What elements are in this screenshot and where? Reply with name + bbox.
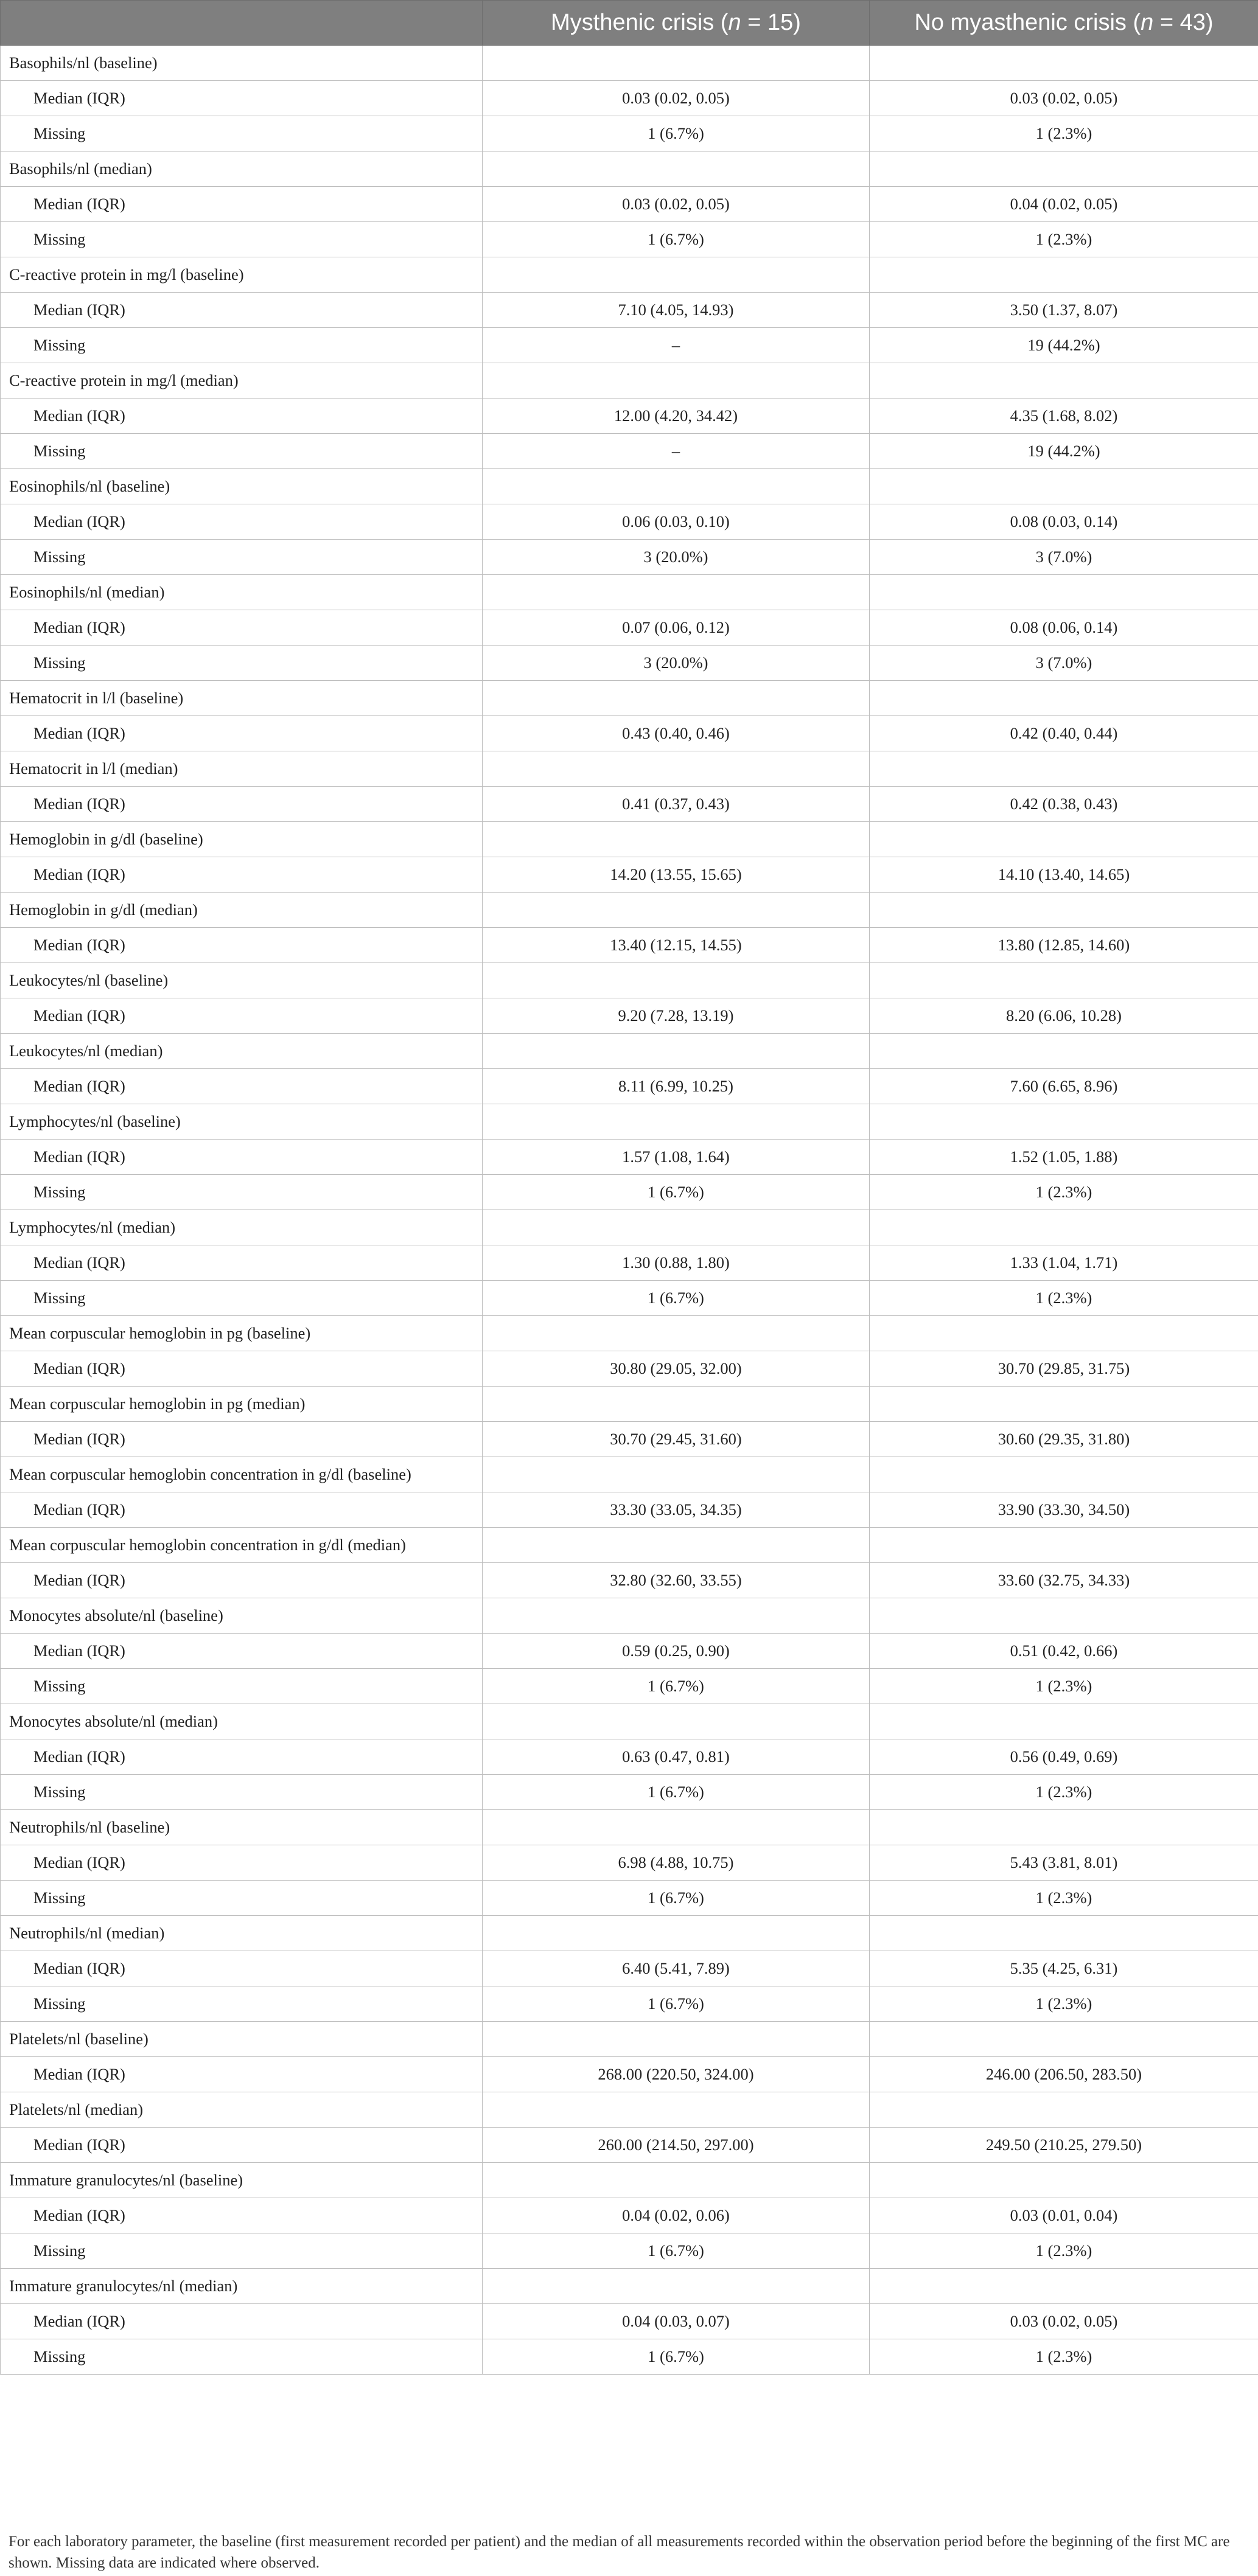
myasthenic-crisis-value: 0.41 (0.37, 0.43) — [483, 787, 870, 822]
no-myasthenic-crisis-value: 0.08 (0.03, 0.14) — [870, 504, 1258, 540]
section-row — [1, 2092, 1258, 2128]
table-row — [1, 1986, 1258, 2022]
empty-cell — [870, 751, 1258, 787]
no-myasthenic-crisis-value: 0.42 (0.38, 0.43) — [870, 787, 1258, 822]
row-label: Missing — [1, 1986, 483, 2022]
table-row — [1, 81, 1258, 116]
table-row — [1, 540, 1258, 575]
no-myasthenic-crisis-value: 1 (2.3%) — [870, 1986, 1258, 2022]
row-label: Missing — [1, 222, 483, 257]
no-myasthenic-crisis-value: 5.43 (3.81, 8.01) — [870, 1845, 1258, 1881]
no-myasthenic-crisis-value: 33.90 (33.30, 34.50) — [870, 1492, 1258, 1528]
header-mc-suffix: = 15) — [741, 10, 801, 35]
row-label: Missing — [1, 1669, 483, 1704]
row-label: Median (IQR) — [1, 293, 483, 328]
row-label: Median (IQR) — [1, 2128, 483, 2163]
empty-cell — [483, 681, 870, 716]
section-row — [1, 1034, 1258, 1069]
section-title: Hemoglobin in g/dl (baseline) — [1, 822, 483, 857]
section-row — [1, 2269, 1258, 2304]
myasthenic-crisis-value: 1 (6.7%) — [483, 1669, 870, 1704]
table-row — [1, 857, 1258, 893]
empty-cell — [483, 2269, 870, 2304]
table-row — [1, 434, 1258, 469]
table-row — [1, 1669, 1258, 1704]
empty-cell — [483, 751, 870, 787]
myasthenic-crisis-value: 0.43 (0.40, 0.46) — [483, 716, 870, 751]
no-myasthenic-crisis-value: 19 (44.2%) — [870, 328, 1258, 363]
no-myasthenic-crisis-value: 1 (2.3%) — [870, 1881, 1258, 1916]
row-label: Median (IQR) — [1, 2057, 483, 2092]
empty-cell — [870, 469, 1258, 504]
section-title: Platelets/nl (baseline) — [1, 2022, 483, 2057]
section-title: Immature granulocytes/nl (baseline) — [1, 2163, 483, 2198]
no-myasthenic-crisis-value: 8.20 (6.06, 10.28) — [870, 998, 1258, 1034]
myasthenic-crisis-value: 8.11 (6.99, 10.25) — [483, 1069, 870, 1104]
section-title: Platelets/nl (median) — [1, 2092, 483, 2128]
empty-cell — [870, 1387, 1258, 1422]
empty-cell — [870, 46, 1258, 81]
table-row — [1, 1492, 1258, 1528]
section-row — [1, 963, 1258, 998]
table-row — [1, 1140, 1258, 1175]
empty-cell — [483, 1598, 870, 1634]
empty-cell — [483, 257, 870, 293]
row-label: Missing — [1, 1881, 483, 1916]
empty-cell — [870, 893, 1258, 928]
table-row — [1, 399, 1258, 434]
empty-cell — [483, 1457, 870, 1492]
empty-cell — [483, 1210, 870, 1245]
empty-cell — [870, 681, 1258, 716]
myasthenic-crisis-value: 30.80 (29.05, 32.00) — [483, 1351, 870, 1387]
table-row — [1, 646, 1258, 681]
row-label: Median (IQR) — [1, 1140, 483, 1175]
myasthenic-crisis-value: – — [483, 328, 870, 363]
table-row — [1, 1245, 1258, 1281]
section-title: Monocytes absolute/nl (baseline) — [1, 1598, 483, 1634]
section-row — [1, 575, 1258, 610]
no-myasthenic-crisis-value: 1 (2.3%) — [870, 1669, 1258, 1704]
no-myasthenic-crisis-value: 1 (2.3%) — [870, 116, 1258, 151]
no-myasthenic-crisis-value: 1 (2.3%) — [870, 222, 1258, 257]
table-row — [1, 1175, 1258, 1210]
section-title: Lymphocytes/nl (median) — [1, 1210, 483, 1245]
myasthenic-crisis-value: 30.70 (29.45, 31.60) — [483, 1422, 870, 1457]
empty-cell — [870, 151, 1258, 187]
header-nomc-n: n — [1141, 10, 1154, 35]
myasthenic-crisis-value: 1 (6.7%) — [483, 1281, 870, 1316]
row-label: Median (IQR) — [1, 1069, 483, 1104]
header-mc-prefix: Mysthenic crisis ( — [551, 10, 729, 35]
section-row — [1, 893, 1258, 928]
section-title: C-reactive protein in mg/l (median) — [1, 363, 483, 399]
myasthenic-crisis-value: 268.00 (220.50, 324.00) — [483, 2057, 870, 2092]
section-row — [1, 1316, 1258, 1351]
empty-cell — [483, 1810, 870, 1845]
no-myasthenic-crisis-value: 30.60 (29.35, 31.80) — [870, 1422, 1258, 1457]
section-title: Mean corpuscular hemoglobin in pg (median) — [1, 1387, 483, 1422]
table-row — [1, 1739, 1258, 1775]
myasthenic-crisis-value: 1 (6.7%) — [483, 2233, 870, 2269]
row-label: Missing — [1, 1281, 483, 1316]
myasthenic-crisis-value: 0.04 (0.02, 0.06) — [483, 2198, 870, 2233]
myasthenic-crisis-value: 0.06 (0.03, 0.10) — [483, 504, 870, 540]
myasthenic-crisis-value: 1 (6.7%) — [483, 2339, 870, 2375]
row-label: Median (IQR) — [1, 1563, 483, 1598]
section-row — [1, 151, 1258, 187]
myasthenic-crisis-value: 14.20 (13.55, 15.65) — [483, 857, 870, 893]
section-title: Immature granulocytes/nl (median) — [1, 2269, 483, 2304]
no-myasthenic-crisis-value: 0.56 (0.49, 0.69) — [870, 1739, 1258, 1775]
empty-cell — [870, 1810, 1258, 1845]
no-myasthenic-crisis-value: 1 (2.3%) — [870, 1175, 1258, 1210]
empty-cell — [483, 822, 870, 857]
row-label: Median (IQR) — [1, 716, 483, 751]
no-myasthenic-crisis-value: 0.03 (0.02, 0.05) — [870, 2304, 1258, 2339]
empty-cell — [483, 575, 870, 610]
myasthenic-crisis-value: 0.03 (0.02, 0.05) — [483, 81, 870, 116]
section-row — [1, 257, 1258, 293]
table-row — [1, 2057, 1258, 2092]
empty-cell — [483, 1104, 870, 1140]
row-label: Median (IQR) — [1, 504, 483, 540]
table-row — [1, 2128, 1258, 2163]
empty-cell — [870, 1316, 1258, 1351]
section-title: Eosinophils/nl (median) — [1, 575, 483, 610]
table-row — [1, 610, 1258, 646]
table-row — [1, 2304, 1258, 2339]
empty-cell — [483, 2163, 870, 2198]
row-label: Median (IQR) — [1, 787, 483, 822]
header-nomc-prefix: No myasthenic crisis ( — [914, 10, 1141, 35]
table-row — [1, 928, 1258, 963]
section-title: Hematocrit in l/l (baseline) — [1, 681, 483, 716]
myasthenic-crisis-value: 13.40 (12.15, 14.55) — [483, 928, 870, 963]
myasthenic-crisis-value: 9.20 (7.28, 13.19) — [483, 998, 870, 1034]
row-label: Median (IQR) — [1, 1351, 483, 1387]
no-myasthenic-crisis-value: 30.70 (29.85, 31.75) — [870, 1351, 1258, 1387]
table-row — [1, 1951, 1258, 1986]
row-label: Missing — [1, 646, 483, 681]
header-nomc-suffix: = 43) — [1153, 10, 1214, 35]
row-label: Median (IQR) — [1, 187, 483, 222]
myasthenic-crisis-value: 0.04 (0.03, 0.07) — [483, 2304, 870, 2339]
table-row — [1, 998, 1258, 1034]
table-row — [1, 1845, 1258, 1881]
table-row — [1, 1775, 1258, 1810]
table-row — [1, 504, 1258, 540]
myasthenic-crisis-value: 1.57 (1.08, 1.64) — [483, 1140, 870, 1175]
empty-cell — [483, 1528, 870, 1563]
section-row — [1, 2022, 1258, 2057]
table-row — [1, 1069, 1258, 1104]
section-row — [1, 681, 1258, 716]
row-label: Missing — [1, 116, 483, 151]
row-label: Missing — [1, 540, 483, 575]
myasthenic-crisis-value: 1 (6.7%) — [483, 1175, 870, 1210]
section-row — [1, 751, 1258, 787]
empty-cell — [870, 822, 1258, 857]
header-myasthenic-crisis — [483, 1, 870, 46]
table-row — [1, 116, 1258, 151]
empty-cell — [870, 1704, 1258, 1739]
row-label: Median (IQR) — [1, 1422, 483, 1457]
myasthenic-crisis-value: 1 (6.7%) — [483, 1986, 870, 2022]
myasthenic-crisis-value: 0.03 (0.02, 0.05) — [483, 187, 870, 222]
myasthenic-crisis-value: 0.07 (0.06, 0.12) — [483, 610, 870, 646]
section-row — [1, 2163, 1258, 2198]
empty-cell — [870, 257, 1258, 293]
section-title: Mean corpuscular hemoglobin in pg (baseline) — [1, 1316, 483, 1351]
section-row — [1, 1457, 1258, 1492]
row-label: Median (IQR) — [1, 399, 483, 434]
myasthenic-crisis-value: 1 (6.7%) — [483, 116, 870, 151]
myasthenic-crisis-value: 32.80 (32.60, 33.55) — [483, 1563, 870, 1598]
myasthenic-crisis-value: 1 (6.7%) — [483, 1775, 870, 1810]
section-title: Mean corpuscular hemoglobin concentration in g/dl (median) — [1, 1528, 483, 1563]
empty-cell — [870, 963, 1258, 998]
empty-cell — [870, 1528, 1258, 1563]
myasthenic-crisis-value: 12.00 (4.20, 34.42) — [483, 399, 870, 434]
myasthenic-crisis-value: 7.10 (4.05, 14.93) — [483, 293, 870, 328]
no-myasthenic-crisis-value: 0.08 (0.06, 0.14) — [870, 610, 1258, 646]
table-row — [1, 222, 1258, 257]
section-row — [1, 1704, 1258, 1739]
table-row — [1, 2339, 1258, 2375]
section-row — [1, 1528, 1258, 1563]
empty-cell — [483, 363, 870, 399]
no-myasthenic-crisis-value: 0.03 (0.01, 0.04) — [870, 2198, 1258, 2233]
table-row — [1, 787, 1258, 822]
table-body — [1, 46, 1258, 2375]
empty-cell — [870, 2022, 1258, 2057]
section-title: Monocytes absolute/nl (median) — [1, 1704, 483, 1739]
myasthenic-crisis-value: 0.63 (0.47, 0.81) — [483, 1739, 870, 1775]
row-label: Median (IQR) — [1, 928, 483, 963]
no-myasthenic-crisis-value: 3 (7.0%) — [870, 646, 1258, 681]
section-title: Neutrophils/nl (median) — [1, 1916, 483, 1951]
section-row — [1, 1810, 1258, 1845]
empty-cell — [870, 2092, 1258, 2128]
table-header — [1, 1, 1258, 46]
row-label: Missing — [1, 2339, 483, 2375]
section-row — [1, 1598, 1258, 1634]
row-label: Missing — [1, 328, 483, 363]
empty-cell — [483, 46, 870, 81]
table-row — [1, 1351, 1258, 1387]
section-title: Leukocytes/nl (median) — [1, 1034, 483, 1069]
row-label: Missing — [1, 1175, 483, 1210]
no-myasthenic-crisis-value: 249.50 (210.25, 279.50) — [870, 2128, 1258, 2163]
empty-cell — [870, 1104, 1258, 1140]
myasthenic-crisis-value: 260.00 (214.50, 297.00) — [483, 2128, 870, 2163]
no-myasthenic-crisis-value: 19 (44.2%) — [870, 434, 1258, 469]
row-label: Median (IQR) — [1, 1634, 483, 1669]
table-row — [1, 1563, 1258, 1598]
myasthenic-crisis-value: 1 (6.7%) — [483, 1881, 870, 1916]
section-title: Hemoglobin in g/dl (median) — [1, 893, 483, 928]
no-myasthenic-crisis-value: 0.03 (0.02, 0.05) — [870, 81, 1258, 116]
row-label: Median (IQR) — [1, 1245, 483, 1281]
empty-cell — [483, 1387, 870, 1422]
section-title: Hematocrit in l/l (median) — [1, 751, 483, 787]
no-myasthenic-crisis-value: 1 (2.3%) — [870, 2233, 1258, 2269]
section-title: Leukocytes/nl (baseline) — [1, 963, 483, 998]
table-row — [1, 716, 1258, 751]
empty-cell — [870, 1210, 1258, 1245]
row-label: Median (IQR) — [1, 2198, 483, 2233]
row-label: Median (IQR) — [1, 1492, 483, 1528]
empty-cell — [483, 151, 870, 187]
section-title: Mean corpuscular hemoglobin concentration in g/dl (baseline) — [1, 1457, 483, 1492]
header-row — [1, 1, 1258, 46]
table-row — [1, 1422, 1258, 1457]
header-mc-n: n — [728, 10, 741, 35]
empty-cell — [870, 1457, 1258, 1492]
section-row — [1, 1916, 1258, 1951]
header-parameter — [1, 1, 483, 46]
table-row — [1, 1881, 1258, 1916]
row-label: Median (IQR) — [1, 610, 483, 646]
row-label: Median (IQR) — [1, 2304, 483, 2339]
no-myasthenic-crisis-value: 4.35 (1.68, 8.02) — [870, 399, 1258, 434]
empty-cell — [483, 469, 870, 504]
table-footnote: For each laboratory parameter, the baseline (first measurement recorded per patient) and the median of all measurements recorded within the observation period before the beginning of the first MC are shown. Missing data are indicated where observed. — [9, 2533, 1230, 2571]
row-label: Median (IQR) — [1, 81, 483, 116]
no-myasthenic-crisis-value: 7.60 (6.65, 8.96) — [870, 1069, 1258, 1104]
no-myasthenic-crisis-value: 0.42 (0.40, 0.44) — [870, 716, 1258, 751]
section-title: Neutrophils/nl (baseline) — [1, 1810, 483, 1845]
section-title: Eosinophils/nl (baseline) — [1, 469, 483, 504]
no-myasthenic-crisis-value: 3 (7.0%) — [870, 540, 1258, 575]
empty-cell — [870, 1598, 1258, 1634]
myasthenic-crisis-value: 1 (6.7%) — [483, 222, 870, 257]
section-row — [1, 363, 1258, 399]
table-row — [1, 1281, 1258, 1316]
row-label: Median (IQR) — [1, 1739, 483, 1775]
myasthenic-crisis-value: 1.30 (0.88, 1.80) — [483, 1245, 870, 1281]
no-myasthenic-crisis-value: 33.60 (32.75, 34.33) — [870, 1563, 1258, 1598]
empty-cell — [483, 1316, 870, 1351]
table-row — [1, 328, 1258, 363]
row-label: Missing — [1, 2233, 483, 2269]
empty-cell — [870, 2269, 1258, 2304]
row-label: Missing — [1, 1775, 483, 1810]
myasthenic-crisis-value: 6.98 (4.88, 10.75) — [483, 1845, 870, 1881]
section-row — [1, 1104, 1258, 1140]
empty-cell — [483, 1034, 870, 1069]
no-myasthenic-crisis-value: 1 (2.3%) — [870, 1281, 1258, 1316]
myasthenic-crisis-value: 3 (20.0%) — [483, 646, 870, 681]
no-myasthenic-crisis-value: 0.51 (0.42, 0.66) — [870, 1634, 1258, 1669]
empty-cell — [483, 1704, 870, 1739]
section-title: C-reactive protein in mg/l (baseline) — [1, 257, 483, 293]
empty-cell — [483, 963, 870, 998]
myasthenic-crisis-value: – — [483, 434, 870, 469]
section-row — [1, 1210, 1258, 1245]
no-myasthenic-crisis-value: 3.50 (1.37, 8.07) — [870, 293, 1258, 328]
table-row — [1, 1634, 1258, 1669]
table-row — [1, 293, 1258, 328]
row-label: Median (IQR) — [1, 1951, 483, 1986]
empty-cell — [870, 575, 1258, 610]
header-no-myasthenic-crisis — [870, 1, 1258, 46]
row-label: Median (IQR) — [1, 998, 483, 1034]
section-title: Basophils/nl (median) — [1, 151, 483, 187]
section-row — [1, 469, 1258, 504]
myasthenic-crisis-value: 33.30 (33.05, 34.35) — [483, 1492, 870, 1528]
empty-cell — [870, 2163, 1258, 2198]
no-myasthenic-crisis-value: 1.52 (1.05, 1.88) — [870, 1140, 1258, 1175]
empty-cell — [483, 1916, 870, 1951]
row-label: Median (IQR) — [1, 857, 483, 893]
empty-cell — [870, 1034, 1258, 1069]
table-row — [1, 2198, 1258, 2233]
empty-cell — [870, 1916, 1258, 1951]
myasthenic-crisis-value: 3 (20.0%) — [483, 540, 870, 575]
section-title: Lymphocytes/nl (baseline) — [1, 1104, 483, 1140]
no-myasthenic-crisis-value: 5.35 (4.25, 6.31) — [870, 1951, 1258, 1986]
myasthenic-crisis-value: 0.59 (0.25, 0.90) — [483, 1634, 870, 1669]
no-myasthenic-crisis-value: 246.00 (206.50, 283.50) — [870, 2057, 1258, 2092]
empty-cell — [483, 893, 870, 928]
row-label: Median (IQR) — [1, 1845, 483, 1881]
empty-cell — [483, 2022, 870, 2057]
no-myasthenic-crisis-value: 1 (2.3%) — [870, 1775, 1258, 1810]
no-myasthenic-crisis-value: 1.33 (1.04, 1.71) — [870, 1245, 1258, 1281]
section-row — [1, 822, 1258, 857]
empty-cell — [870, 363, 1258, 399]
table-row — [1, 187, 1258, 222]
no-myasthenic-crisis-value: 0.04 (0.02, 0.05) — [870, 187, 1258, 222]
row-label: Missing — [1, 434, 483, 469]
no-myasthenic-crisis-value: 14.10 (13.40, 14.65) — [870, 857, 1258, 893]
no-myasthenic-crisis-value: 1 (2.3%) — [870, 2339, 1258, 2375]
myasthenic-crisis-value: 6.40 (5.41, 7.89) — [483, 1951, 870, 1986]
no-myasthenic-crisis-value: 13.80 (12.85, 14.60) — [870, 928, 1258, 963]
section-title: Basophils/nl (baseline) — [1, 46, 483, 81]
empty-cell — [483, 2092, 870, 2128]
table-row — [1, 2233, 1258, 2269]
section-row — [1, 46, 1258, 81]
section-row — [1, 1387, 1258, 1422]
